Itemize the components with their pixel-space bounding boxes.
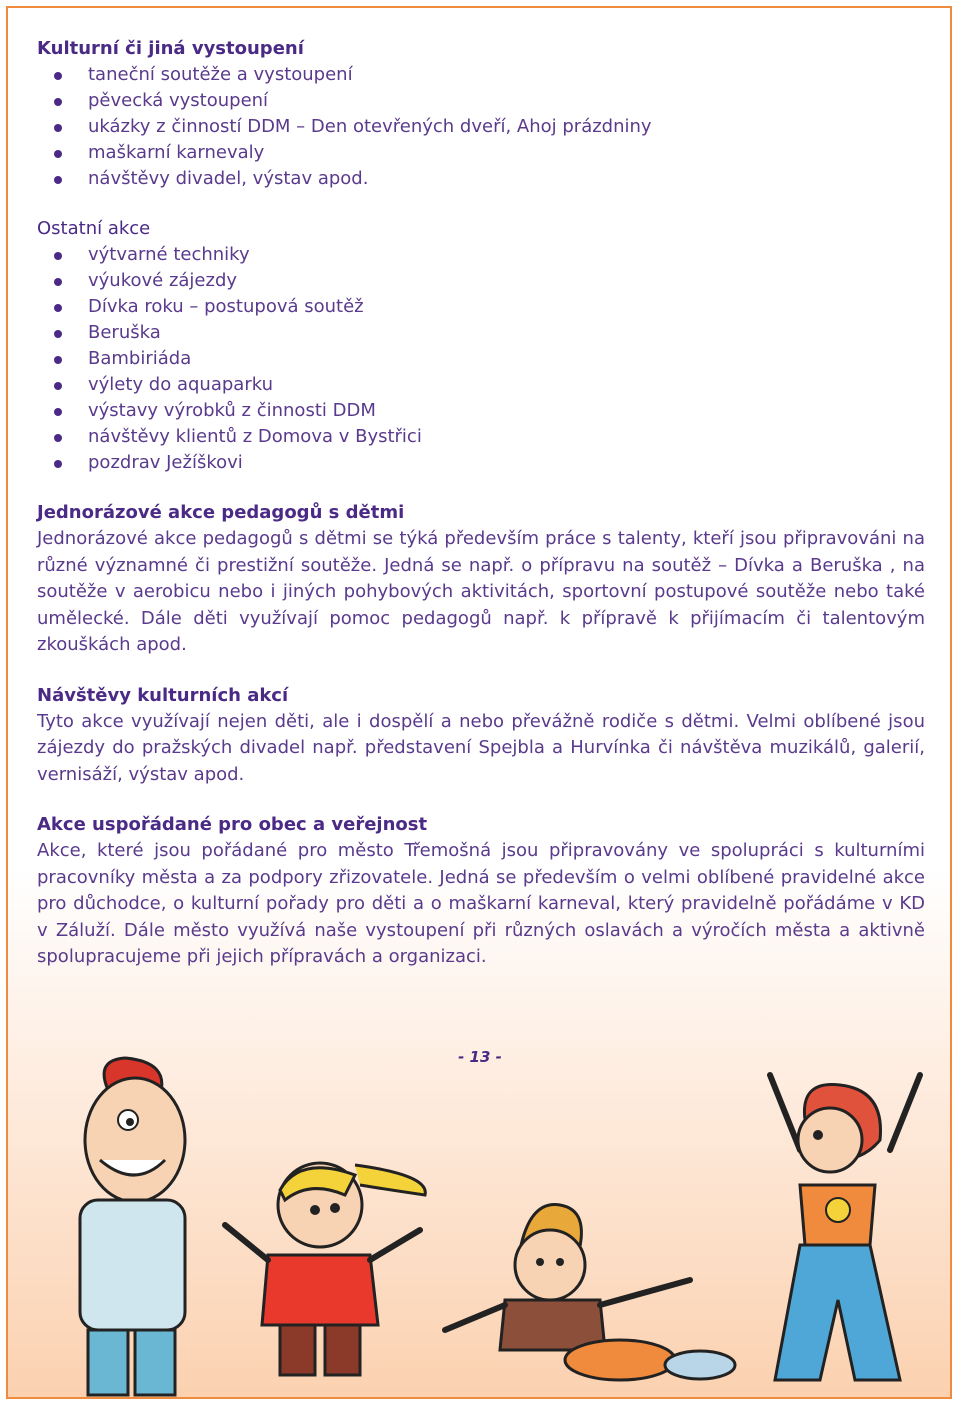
page-content (37, 36, 925, 995)
section-kulturni (37, 36, 925, 192)
list-item: taneční soutěže a vystoupení (37, 62, 925, 88)
cartoon-girl-center (225, 1163, 425, 1375)
section-obec (37, 812, 925, 971)
list-item: návštěvy divadel, výstav apod. (37, 166, 925, 192)
bullet-list (37, 242, 925, 476)
section-paragraph: Jednorázové akce pedagogů s dětmi se týká především práce s talenty, kteří jsou připravováni na různé významné či prestižní soutěže. Jedná se např. o přípravu na soutěž – Dívka a Beruška , na soutěže v aerobicu nebo i jiných pohybových aktivitách, sportovní postupové soutěže nebo také umělecké. Dále děti využívají pomoc pedagogů např. k přípravě k přijímacím či talentovým zkouškách apod. (37, 528, 925, 655)
section-paragraph: Akce, které jsou pořádané pro město Třemošná jsou připravovány ve spolupráci s kulturními pracovníky města a za podpory zřizovatele. Jedná se především o velmi oblíbené pravidelné akce pro důchodce, o kulturní pořady pro děti a o maškarní karneval, který pravidelně pořádáme v KD v Záluží. Dále město využívá naše vystoupení při různých oslavách a výročích města a aktivně spolupracujeme při jejich přípravách a organizaci. (37, 840, 925, 967)
list-item: Dívka roku – postupová soutěž (37, 294, 925, 320)
cartoon-boy-left (80, 1058, 185, 1395)
section-heading: Ostatní akce (37, 218, 151, 239)
section-ostatni (37, 216, 925, 476)
list-item: výlety do aquaparku (37, 372, 925, 398)
section-jednorazove (37, 500, 925, 659)
list-item: výtvarné techniky (37, 242, 925, 268)
cartoon-children-illustration (0, 1030, 960, 1405)
section-navstevy (37, 683, 925, 789)
section-heading: Jednorázové akce pedagogů s dětmi (37, 502, 405, 523)
cartoon-girl-right (770, 1075, 920, 1380)
bullet-list (37, 62, 925, 192)
list-item: maškarní karnevaly (37, 140, 925, 166)
list-item: výstavy výrobků z činnosti DDM (37, 398, 925, 424)
section-heading: Akce uspořádané pro obec a veřejnost (37, 814, 428, 835)
list-item: Bambiriáda (37, 346, 925, 372)
list-item: výukové zájezdy (37, 268, 925, 294)
list-item: pozdrav Ježíškovi (37, 450, 925, 476)
list-item: pěvecká vystoupení (37, 88, 925, 114)
list-item: návštěvy klientů z Domova v Bystřici (37, 424, 925, 450)
page-number: - 13 - (458, 1048, 502, 1066)
section-heading: Kulturní či jiná vystoupení (37, 38, 304, 59)
list-item: Beruška (37, 320, 925, 346)
section-paragraph: Tyto akce využívají nejen děti, ale i dospělí a nebo převážně rodiče s dětmi. Velmi oblíbené jsou zájezdy do pražských divadel např. představení Spejbla a Hurvínka či návštěva muzikálů, galerií, vernisáží, výstav apod. (37, 710, 925, 785)
list-item: ukázky z činností DDM – Den otevřených dveří, Ahoj prázdniny (37, 114, 925, 140)
cartoon-boy-sitting (445, 1205, 735, 1380)
section-heading: Návštěvy kulturních akcí (37, 684, 289, 706)
